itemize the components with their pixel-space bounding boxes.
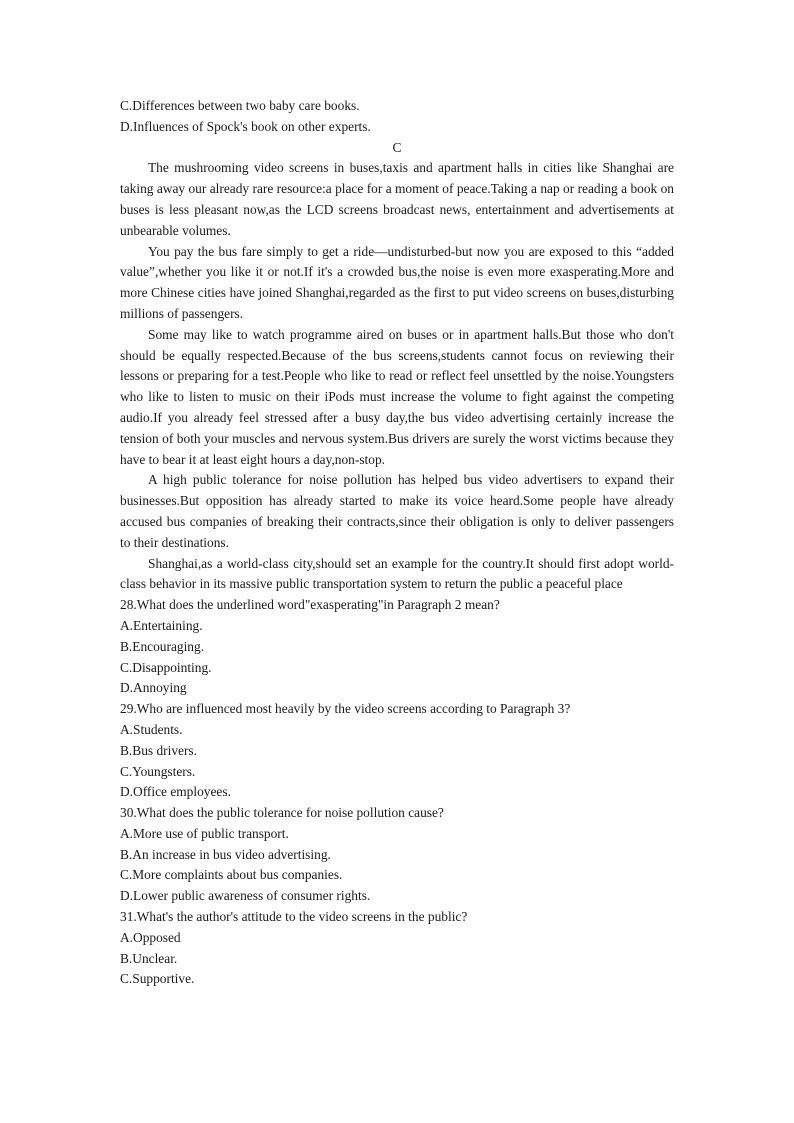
question-stem: 30.What does the public tolerance for noise pollution cause?: [120, 805, 444, 821]
prev-option-c: C.Differences between two baby care books.: [120, 98, 360, 113]
question-30: [120, 803, 674, 907]
option-d: D.Office employees.: [120, 784, 231, 800]
option-c: C.Disappointing.: [120, 659, 212, 675]
option-c: C.Youngsters.: [120, 763, 196, 779]
question-stem: 29.Who are influenced most heavily by the video screens according to Paragraph 3?: [120, 701, 571, 717]
paragraph-1: The mushrooming video screens in buses,taxis and apartment halls in cities like Shanghai are taking away our already rare resource:a place for a moment of peace.Taking a nap or reading a book on buses is less pleasant now,as the LCD screens broadcast news, entertainment and advertisements at unbearable volumes.: [120, 160, 674, 238]
option-a: A.Opposed: [120, 929, 181, 945]
paragraph-2: You pay the bus fare simply to get a ride—undisturbed-but now you are exposed to this “added value”,whether you like it or not.If it's a crowded bus,the noise is even more exasperating.More and more Chinese cities have joined Shanghai,regarded as the first to put video screens on buses,disturbing millions of passengers.: [120, 243, 674, 321]
paragraph-4: A high public tolerance for noise pollution has helped bus video advertisers to expand their businesses.But opposition has already started to make its voice heard.Some people have already accused bus companies of breaking their contracts,since their obligation is only to deliver passengers to their destinations.: [120, 472, 674, 550]
option-c: C.Supportive.: [120, 971, 195, 987]
question-31: [120, 907, 674, 990]
option-d: D.Lower public awareness of consumer rights.: [120, 888, 371, 904]
prev-option-d: D.Influences of Spock's book on other experts.: [120, 118, 371, 134]
question-29: [120, 699, 674, 803]
option-b: B.An increase in bus video advertising.: [120, 846, 331, 862]
option-b: B.Encouraging.: [120, 638, 205, 654]
option-b: B.Unclear.: [120, 950, 178, 966]
option-a: A.More use of public transport.: [120, 825, 289, 841]
section-heading: C: [392, 139, 402, 155]
option-a: A.Entertaining.: [120, 617, 203, 633]
question-28: [120, 595, 674, 699]
question-stem: 28.What does the underlined word"exasperating"in Paragraph 2 mean?: [120, 597, 500, 613]
option-c: C.More complaints about bus companies.: [120, 867, 343, 883]
paragraph-3: Some may like to watch programme aired on buses or in apartment halls.But those who don't should be equally respected.Because of the bus screens,students cannot focus on reviewing their lessons or preparing for a test.People who like to read or reflect feel unsettled by the noise.Youngsters who like to listen to music on their iPods must increase the volume to fight against the competing audio.If you already feel stressed after a busy day,the bus video advertising certainly increase the tension of both your muscles and nervous system.Bus drivers are surely the worst victims because they have to bear it at least eight hours a day,non-stop.: [120, 326, 674, 467]
question-stem: 31.What's the author's attitude to the video screens in the public?: [120, 909, 468, 925]
document-page: [120, 96, 674, 990]
option-d: D.Annoying: [120, 680, 187, 696]
option-b: B.Bus drivers.: [120, 742, 197, 758]
option-a: A.Students.: [120, 721, 183, 737]
paragraph-5: Shanghai,as a world-class city,should set an example for the country.It should first adopt world-class behavior in its massive public transportation system to return the public a peaceful place: [120, 555, 674, 592]
